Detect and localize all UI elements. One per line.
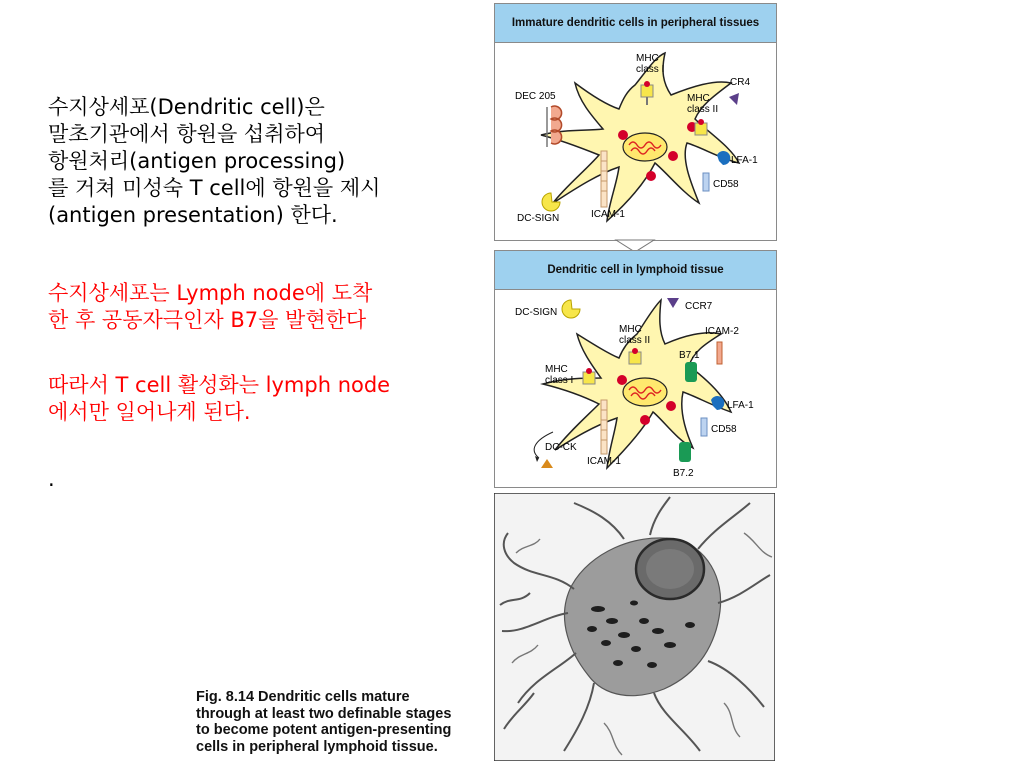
b7-expression-text [48, 280, 468, 334]
immature-dc-panel [494, 3, 777, 241]
label-icam1: ICAM-1 [587, 456, 621, 467]
icam1-molecule [601, 400, 607, 454]
lymphoid-dc-diagram [495, 290, 776, 487]
bullet-dot [48, 466, 468, 493]
label-cd58: CD58 [713, 179, 739, 190]
mhc1-molecule [583, 368, 595, 384]
lymphoid-dc-title: Dendritic cell in lymphoid tissue [495, 251, 776, 290]
dcck-chemokine [541, 459, 553, 468]
label-cd58: CD58 [711, 424, 737, 435]
ccr7-receptor [667, 298, 679, 308]
label-ccr7: CCR7 [685, 301, 713, 312]
icam2-molecule [717, 342, 722, 364]
label-b72: B7.2 [673, 468, 694, 479]
label-mhc2: MHC class II [687, 93, 719, 115]
label-dcsign: DC-SIGN [517, 213, 560, 224]
label-mhc1: MHC class I [636, 53, 665, 75]
intro-text [48, 94, 468, 229]
label-b71: B7.1 [679, 350, 700, 361]
label-dcck: DC-CK [545, 442, 577, 453]
label-lfa1: LFA-1 [727, 400, 754, 411]
lymphoid-dc-panel [494, 250, 777, 488]
label-lfa1: LFA-1 [731, 155, 758, 166]
immature-dc-title: Immature dendritic cells in peripheral tissues [495, 4, 776, 43]
label-mhc2: MHC class II [619, 324, 651, 346]
dendritic-cell-micrograph [494, 493, 775, 761]
dot-text: . [48, 467, 55, 491]
activation-paragraph: 따라서 T cell 활성화는 lymph node 에서만 일어나게 된다. [48, 373, 391, 424]
cr4-receptor [729, 93, 739, 105]
label-dcsign: DC-SIGN [515, 307, 558, 318]
figure-caption: Fig. 8.14 Dendritic cells mature through at least two definable stages to become potent antigen-presenting cells in peripheral lymphoid tissue. [196, 689, 452, 755]
icam1-molecule [601, 151, 607, 207]
label-cr4: CR4 [730, 77, 751, 88]
dcsign-receptor [562, 300, 580, 318]
label-dec205: DEC 205 [515, 91, 556, 102]
label-mhc1: MHC class I [545, 364, 574, 386]
immature-dc-diagram [495, 43, 776, 240]
b71-molecule [685, 362, 697, 382]
cd58-molecule [703, 173, 709, 191]
b72-molecule [679, 442, 691, 462]
dcsign-receptor [542, 193, 560, 211]
intro-paragraph: 수지상세포(Dendritic cell)은 말초기관에서 항원을 섭취하여 항원처리(antigen processing) 를 거쳐 미성숙 T cell에 항원을 제시 (antigen presentation) 한다. [48, 95, 381, 227]
immature-nucleus [623, 133, 667, 161]
mature-nucleus [623, 378, 667, 406]
t-cell-activation-text [48, 372, 468, 426]
label-icam2: ICAM-2 [705, 326, 739, 337]
b7-paragraph: 수지상세포는 Lymph node에 도착 한 후 공동자극인자 B7을 발현한다 [48, 281, 373, 332]
dec205-receptor [547, 106, 562, 147]
cd58-molecule [701, 418, 707, 436]
label-icam1: ICAM-1 [591, 209, 625, 220]
